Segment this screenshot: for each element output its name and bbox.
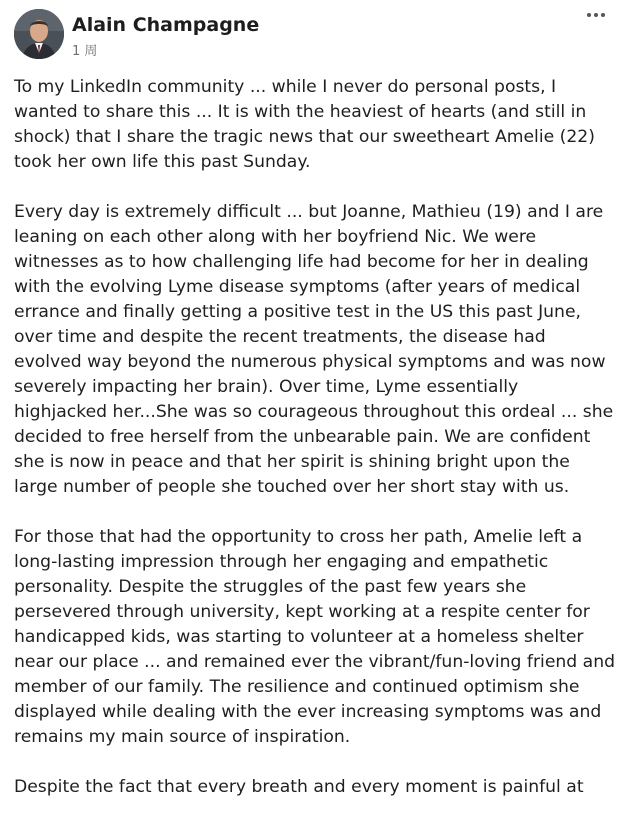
author-name[interactable]: Alain Champagne	[72, 14, 260, 36]
post-body	[14, 75, 616, 825]
post-paragraph: For those that had the opportunity to cross her path, Amelie left a long-lasting impression through her engaging and empathetic personality. Despite the struggles of the past few years she persevered through university, kept working at a respite center for handicapped kids, was starting to volunteer at a homeless shelter near our place ... and remained ever the vibrant/fun-loving friend and member of our family. The resilience and continued optimism she displayed while dealing with the ever increasing symptoms was and remains my main source of inspiration.	[14, 527, 615, 747]
more-options-icon[interactable]	[585, 6, 607, 24]
post-paragraph: To my LinkedIn community ... while I never do personal posts, I wanted to share this ... It is with the heaviest of hearts (and still in shock) that I share the tragic news that our sweetheart Amelie (22) took her own life this past Sunday.	[14, 77, 595, 172]
post-header	[0, 0, 623, 70]
avatar-photo-icon	[14, 9, 64, 59]
post-paragraph: Every day is extremely difficult ... but Joanne, Mathieu (19) and I are leaning on each other along with her boyfriend Nic. We were witnesses as to how challenging life had become for her in dealing with the evolving Lyme disease symptoms (after years of medical errance and finally getting a positive test in the US this past June, over time and despite the recent treatments, the disease had evolved way beyond the numerous physical symptoms and was now severely impacting her brain). Over time, Lyme essentially highjacked her...She was so courageous throughout this ordeal ... she decided to free herself from the unbearable pain. We are confident she is now in peace and that her spirit is shining bright upon the large number of people she touched over her short stay with us.	[14, 202, 614, 497]
author-avatar[interactable]	[14, 9, 64, 59]
post-timestamp: 1 周	[72, 44, 98, 59]
post-paragraph: Despite the fact that every breath and every moment is painful at	[14, 777, 584, 797]
